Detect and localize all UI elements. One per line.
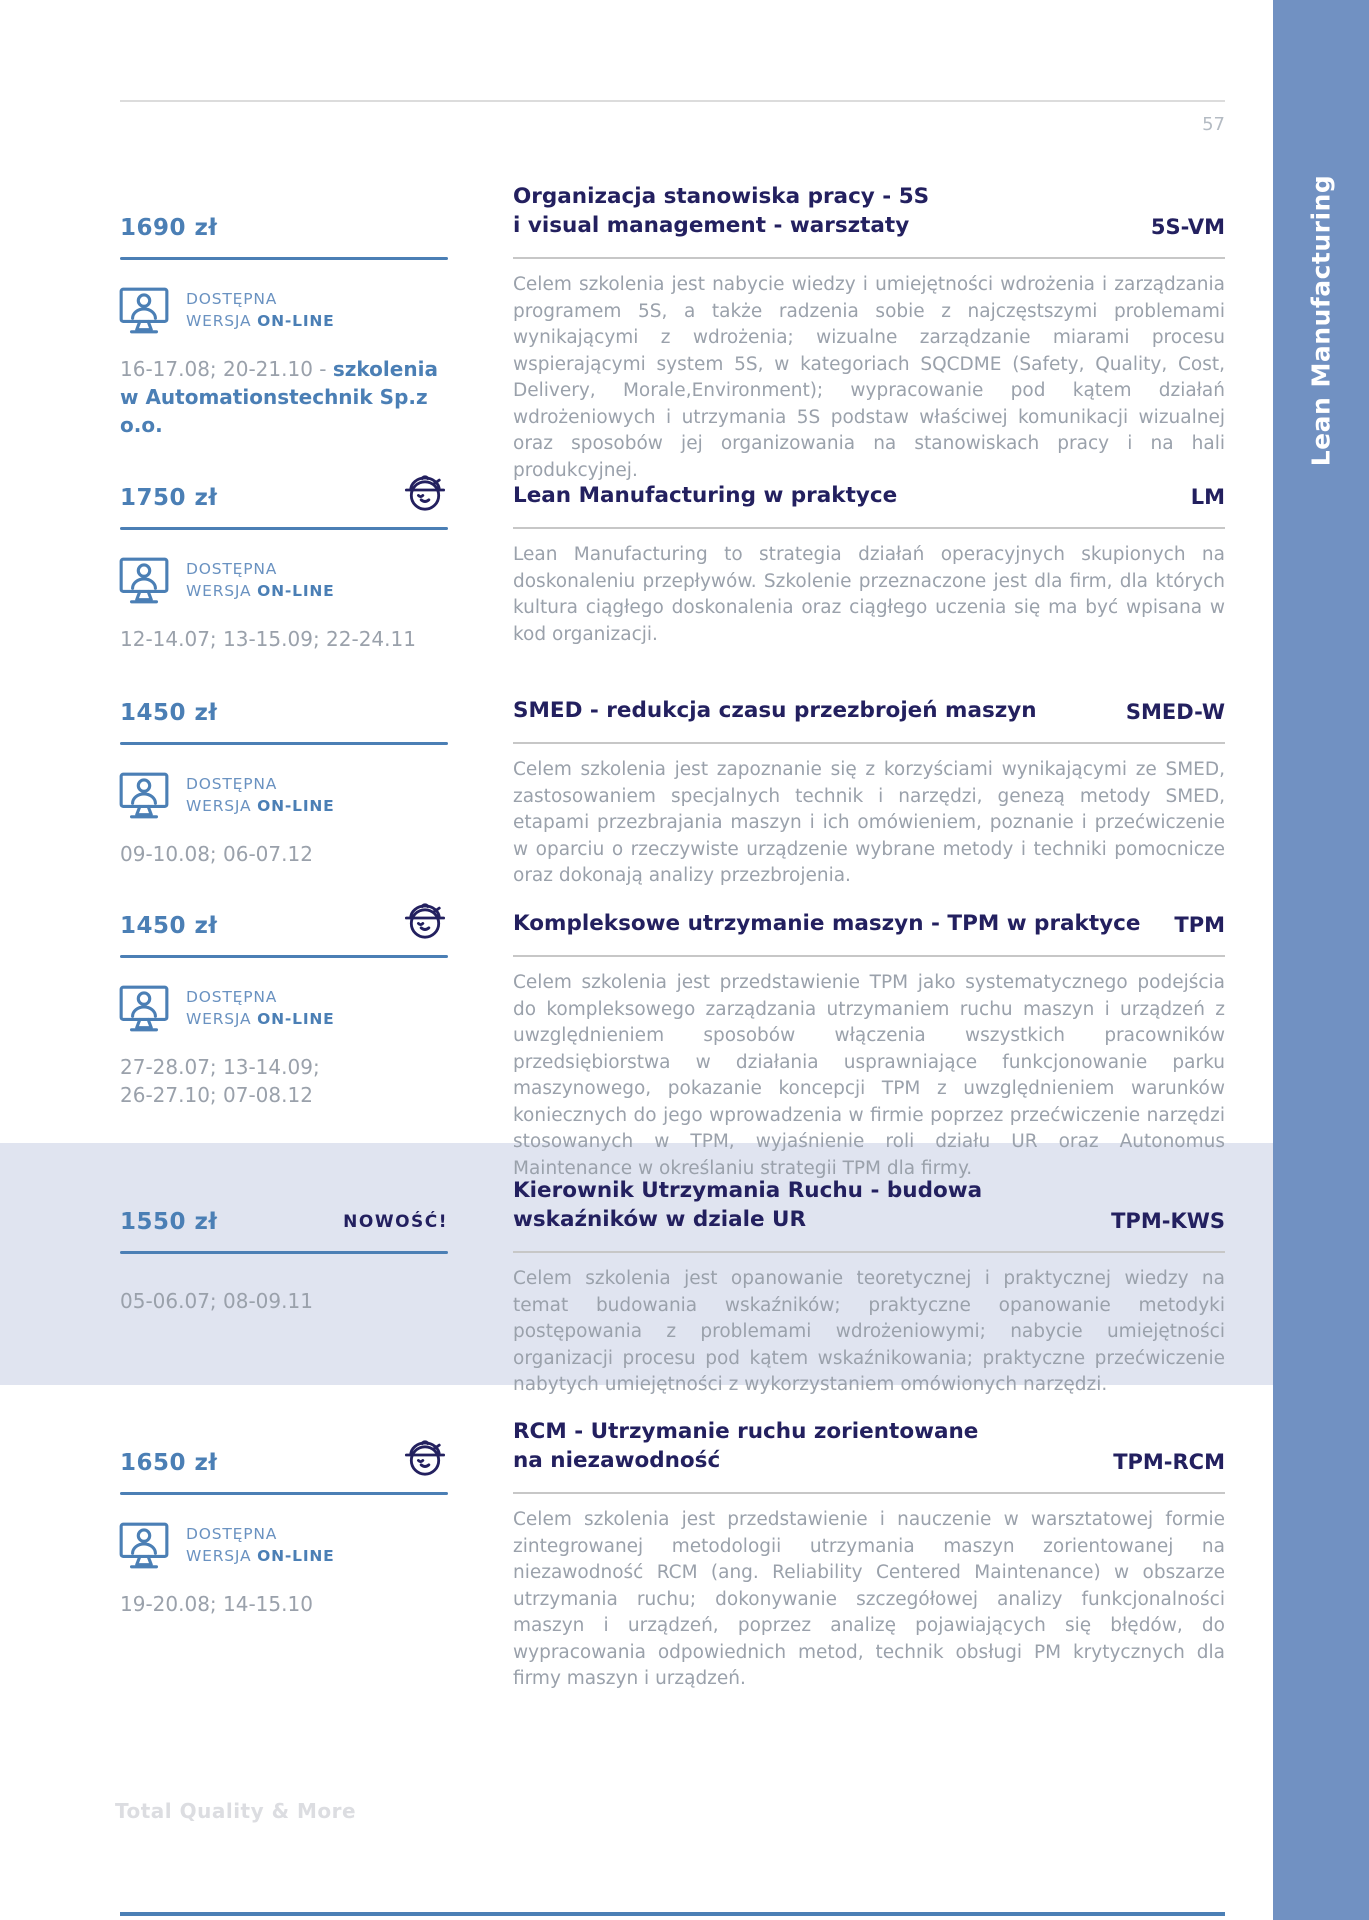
course-price: 1750 zł — [120, 485, 218, 511]
price-divider — [120, 1251, 448, 1254]
course-description: Celem szkolenia jest przedstawienie TPM jako systematycznego podejścia do kompleksowego zarządzania utrzymaniem ruchu maszyn i urządzeń z uwzględnieniem sposobów włączenia wszystkich pracowników przedsiębiorstwa w działania usprawniające funkcjonowanie parku maszynowego, pokazanie koncepcji TPM z uwzględnieniem warunków koniecznych do jego wprowadzenia w firmie poprzez przećwiczenie narzędzi stosowanych w TPM, wyjaśnienie roli działu UR oraz Autonomus Maintenance w określaniu strategii TPM dla firmy. — [513, 972, 1225, 1179]
course-code: LM — [1190, 485, 1225, 509]
title-divider — [513, 955, 1225, 957]
bottom-divider — [120, 1912, 1225, 1916]
top-divider — [120, 100, 1225, 102]
online-version-label: DOSTĘPNA WERSJA ON-LINE — [186, 1525, 335, 1565]
course-dates: 16-17.08; 20-21.10 - szkolenia w Automationstechnik Sp.z o.o. — [120, 357, 438, 437]
course-description: Celem szkolenia jest nabycie wiedzy i umiejętności wdrożenia i zarządzania programem 5S, a także radzenia sobie z najczęstszymi problemami wynikającymi z wdrożenia; wizualne zarządzanie miarami procesu wspierającymi system 5S, w kategoriach SQCDME (Safety, Quality, Cost, Delivery, Morale,Environment); wypracowanie pod kątem działań wdrożeniowych i utrzymania 5S podstaw właściwej komunikacji wizualnej oraz sposobów jej organizowania na stanowiskach pracy i na hali produkcyjnej. — [513, 274, 1225, 481]
workshop-helmet-icon — [402, 467, 448, 513]
course-code: SMED-W — [1125, 700, 1225, 724]
title-divider — [513, 527, 1225, 529]
course-dates: 09-10.08; 06-07.12 — [120, 842, 313, 866]
online-version-badge — [117, 283, 335, 337]
footer-brand: Total Quality & More — [115, 1799, 357, 1823]
title-divider — [513, 257, 1225, 259]
price-divider — [120, 257, 448, 260]
course-title: Kierownik Utrzymania Ruchu - budowa wskaźników w dziale UR — [513, 1178, 983, 1232]
course-description: Celem szkolenia jest opanowanie teoretycznej i praktycznej wiedzy na temat budowania wskaźników; praktyczne opanowanie metodyki postępowania z problemami wdrożeniowymi; nabycie umiejętności organizacji procesu pod kątem wskaźnikowania; praktyczne przećwiczenie nabytych umiejętności z wykorzystaniem omówionych narzędzi. — [513, 1268, 1225, 1395]
course-dates: 19-20.08; 14-15.10 — [120, 1592, 313, 1616]
online-version-label: DOSTĘPNA WERSJA ON-LINE — [186, 560, 335, 600]
price-divider — [120, 742, 448, 745]
course-dates: 05-06.07; 08-09.11 — [120, 1289, 313, 1313]
price-divider — [120, 527, 448, 530]
online-version-badge — [117, 1518, 335, 1572]
course-code: TPM — [1174, 913, 1225, 937]
category-label-wrap — [1273, 160, 1369, 480]
course-description: Celem szkolenia jest przedstawienie i nauczenie w warsztatowej formie zintegrowanej metodologii utrzymania maszyn zorientowanej na niezawodność RCM (ang. Reliability Centered Maintenance) w obszarze utrzymania ruchu; dokonywanie szczegółowej analizy funkcjonalności maszyn i urządzeń, poprzez analizę pojawiających się błędów, do wypracowania odpowiednich metod, technik obsługi PM krytycznych dla firmy maszyn i urządzeń. — [513, 1509, 1225, 1689]
course-price: 1450 zł — [120, 913, 218, 939]
online-version-label: DOSTĘPNA WERSJA ON-LINE — [186, 988, 335, 1028]
workshop-helmet-icon — [402, 1432, 448, 1478]
price-divider — [120, 955, 448, 958]
title-divider — [513, 1251, 1225, 1253]
partner-training-link[interactable]: szkolenia — [332, 357, 438, 381]
category-sidebar — [1273, 0, 1369, 1920]
price-divider — [120, 1492, 448, 1495]
course-code: TPM-RCM — [1113, 1450, 1225, 1474]
online-version-badge — [117, 553, 335, 607]
course-title: Kompleksowe utrzymanie maszyn - TPM w praktyce — [513, 911, 1141, 936]
workshop-helmet-icon — [402, 895, 448, 941]
title-divider — [513, 742, 1225, 744]
course-dates: 27-28.07; 13-14.09; 26-27.10; 07-08.12 — [120, 1055, 320, 1107]
title-divider — [513, 1492, 1225, 1494]
course-price: 1650 zł — [120, 1450, 218, 1476]
monitor-with-person-icon — [117, 1518, 171, 1572]
category-label: Lean Manufacturing — [1306, 174, 1336, 466]
online-version-label: DOSTĘPNA WERSJA ON-LINE — [186, 290, 335, 330]
new-badge: NOWOŚĆ! — [343, 1212, 448, 1232]
online-version-label: DOSTĘPNA WERSJA ON-LINE — [186, 775, 335, 815]
monitor-with-person-icon — [117, 768, 171, 822]
online-version-badge — [117, 981, 335, 1035]
monitor-with-person-icon — [117, 981, 171, 1035]
online-version-badge — [117, 768, 335, 822]
course-code: TPM-KWS — [1111, 1209, 1225, 1233]
course-price: 1450 zł — [120, 700, 218, 726]
course-title: RCM - Utrzymanie ruchu zorientowane na niezawodność — [513, 1419, 979, 1473]
monitor-with-person-icon — [117, 283, 171, 337]
course-code: 5S-VM — [1150, 215, 1225, 239]
course-title: Lean Manufacturing w praktyce — [513, 483, 898, 508]
partner-training-link[interactable]: w Automationstechnik Sp.z o.o. — [120, 385, 428, 437]
page-number: 57 — [1202, 114, 1225, 135]
course-description: Lean Manufacturing to strategia działań operacyjnych skupionych na doskonaleniu przepływów. Szkolenie przeznaczone jest dla firm, dla których kultura ciągłego doskonalenia oraz ciągłego uczenia się ma być wpisana w kod organizacji. — [513, 544, 1225, 645]
course-title: Organizacja stanowiska pracy - 5S i visual management - warsztaty — [513, 184, 930, 238]
course-dates: 12-14.07; 13-15.09; 22-24.11 — [120, 627, 416, 651]
course-description: Celem szkolenia jest zapoznanie się z korzyściami wynikającymi ze SMED, zastosowaniem specjalnych technik i narzędzi, genezą metody SMED, etapami przezbrajania maszyn i ich omówieniem, poznanie i przećwiczenie w oparciu o rzeczywiste urządzenie wybrane metody i techniki pomocnicze oraz dokonają analizy przezbrojenia. — [513, 759, 1225, 886]
monitor-with-person-icon — [117, 553, 171, 607]
course-price: 1690 zł — [120, 215, 218, 241]
course-title: SMED - redukcja czasu przezbrojeń maszyn — [513, 698, 1037, 723]
course-price: 1550 zł — [120, 1209, 218, 1235]
